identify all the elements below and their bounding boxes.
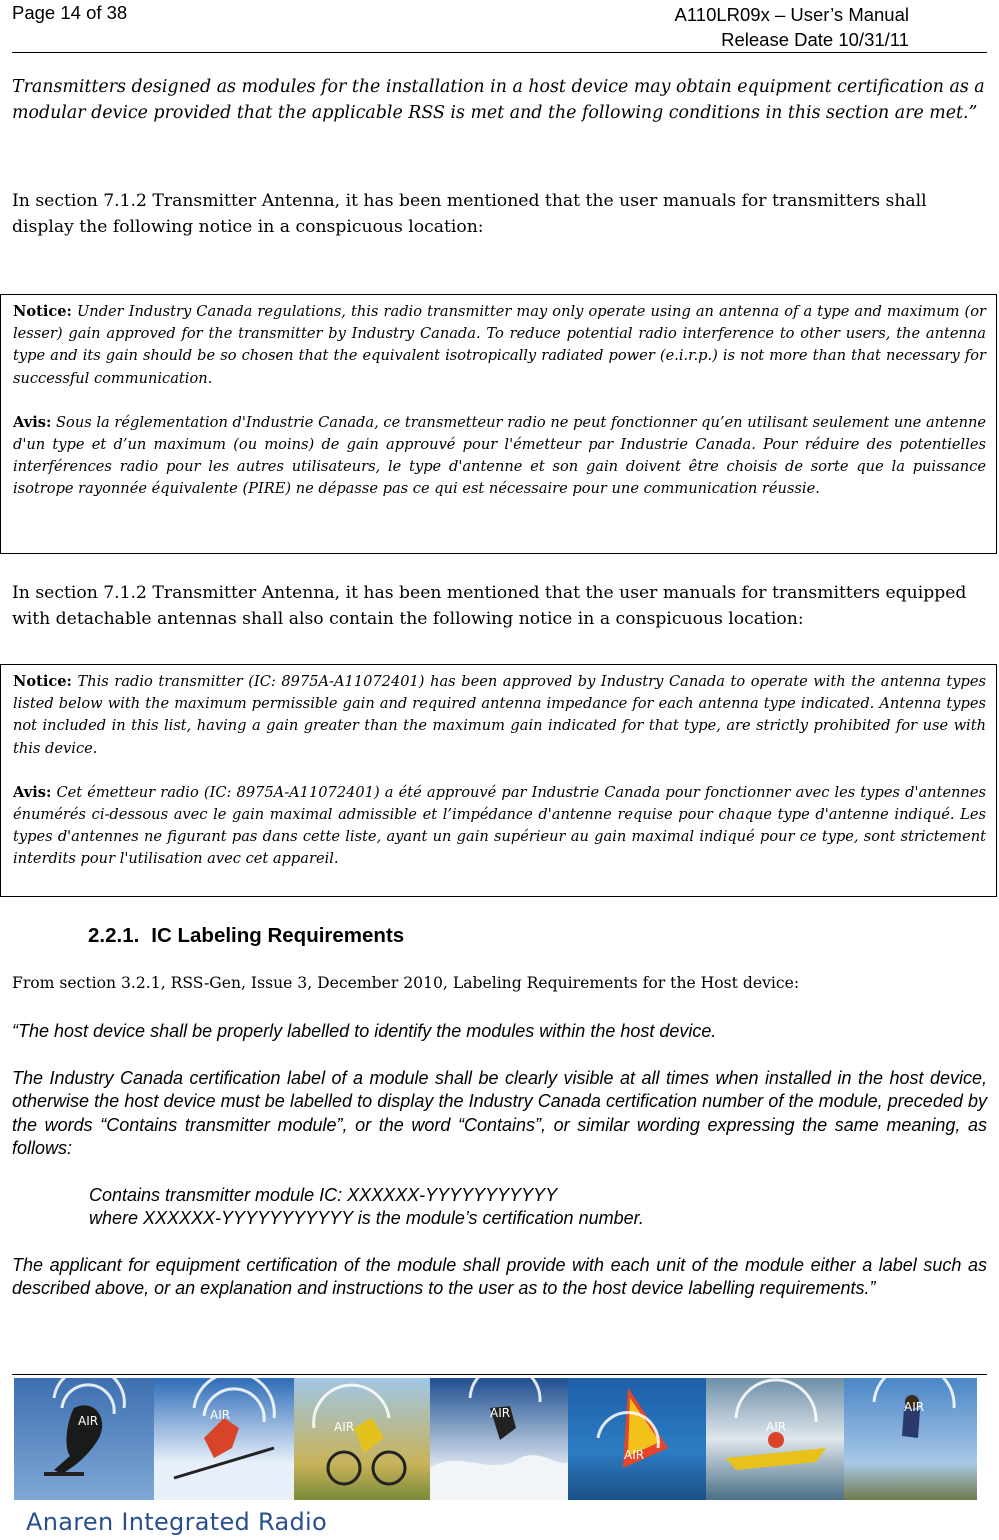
page-number: Page 14 of 38 xyxy=(12,2,128,23)
notice-english xyxy=(13,301,986,390)
notice-text: Under Industry Canada regulations, this radio transmitter may only operate using an antenna of a type and maximum (or lesser) gain approved for the transmitter by Industry Canada. To reduce potential radio interference to other users, the antenna type and its gain should be so chosen that the equivalent isotropically radiated power (e.i.r.p.) is not more than that necessary for successful communication. xyxy=(13,303,986,387)
banner-photo-skateboarder xyxy=(14,1378,154,1500)
cyclist-icon xyxy=(294,1378,430,1500)
banner-photo-snowboarder xyxy=(430,1378,568,1500)
avis-label: Avis: xyxy=(13,413,52,431)
intro-quote: Transmitters designed as modules for the installation in a host device may obtain equipment certification as a modular device provided that the applicable RSS is met and the following conditions in this section are met.” xyxy=(12,77,985,123)
notice-english xyxy=(13,671,986,760)
paragraph-detachable-antennas: In section 7.1.2 Transmitter Antenna, it has been mentioned that the user manuals for transmitters equipped with detachable antennas shall also contain the following notice in a conspicuous location: xyxy=(12,583,967,629)
release-date: Release Date 10/31/11 xyxy=(721,29,909,50)
quote-label-explanation: where XXXXXX-YYYYYYYYYYY is the module’s certification number. xyxy=(89,1208,644,1228)
notice-label: Notice: xyxy=(13,303,72,320)
section-heading xyxy=(88,924,404,948)
skateboarder-icon xyxy=(14,1378,154,1500)
avis-text: Sous la réglementation d'Industrie Canada, ce transmetteur radio ne peut fonctionner qu’en utilisant seulement une antenne d'un type et d’un maximum (ou moins) de gain approuvé pour l'émetteur par Industrie Canada. Pour réduire des potentielles interférences radio pour les autres utilisateurs, le type d'antenne et son gain doivent être choisis de sorte que la puissance isotrope rayonnée équivalente (PIRE) ne dépasse pas ce qui est nécessaire pour une communication réussie. xyxy=(13,413,987,498)
banner-photo-kayaker xyxy=(706,1378,844,1500)
air-logo: AIR xyxy=(334,1420,355,1434)
banner-photo-skier xyxy=(154,1378,294,1500)
banner-photo-cyclist xyxy=(294,1378,430,1500)
windsurfer-icon xyxy=(568,1378,706,1500)
avis-label: Avis: xyxy=(13,783,52,801)
avis-text: Cet émetteur radio (IC: 8975A-A11072401) a été approuvé par Industrie Canada pour fonctionner avec les types d'antennes énumérés ci-dessous avec le gain maximal admissible et l’impédance d'antenne requise pour chaque type d'antenne indiqué. Les types d'antennes ne figurant pas dans cette liste, ayant un gain supérieur au gain maximal indiqué pour ce type, sont strictement interdits pour l'utilisation avec cet appareil. xyxy=(13,783,987,868)
section-title: IC Labeling Requirements xyxy=(151,924,405,947)
air-logo: AIR xyxy=(624,1448,645,1462)
rss-gen-quote xyxy=(12,1020,987,1301)
paragraph-transmitter-antenna: In section 7.1.2 Transmitter Antenna, it has been mentioned that the user manuals for transmitters shall display the following notice in a conspicuous location: xyxy=(12,191,927,237)
notice-french xyxy=(13,412,986,501)
from-line: From section 3.2.1, RSS-Gen, Issue 3, December 2010, Labeling Requirements for the Host device: xyxy=(12,974,800,992)
skier-icon xyxy=(154,1378,294,1500)
quote-label-example: Contains transmitter module IC: XXXXXX-YYYYYYYYYYY xyxy=(89,1184,558,1205)
quote-paragraph-3: The applicant for equipment certification of the module shall provide with each unit of the module either a label such as described above, or an explanation and instructions to the user as to the host device labelling requirements.” xyxy=(12,1254,987,1298)
air-logo: AIR xyxy=(490,1406,511,1420)
notice-text: This radio transmitter (IC: 8975A-A11072401) has been approved by Industry Canada to operate with the antenna types listed below with the maximum permissible gain and required antenna impedance for each antenna type indicated. Antenna types not included in this list, having a gain greater than the maximum gain indicated for that type, are strictly prohibited for use with this device. xyxy=(13,673,986,757)
notice-box-antenna xyxy=(0,294,997,554)
header-right xyxy=(675,2,909,52)
notice-french xyxy=(13,782,986,871)
footer-rule xyxy=(12,1374,987,1375)
air-logo: AIR xyxy=(766,1420,787,1434)
brand-name: Anaren Integrated Radio xyxy=(26,1508,327,1536)
banner-photo-jumper xyxy=(844,1378,977,1500)
document-title: A110LR09x – User’s Manual xyxy=(674,4,909,25)
quote-paragraph-2: The Industry Canada certification label of a module shall be clearly visible at all times when installed in the host device, otherwise the host device must be labelled to display the Industry Canada certification number of the module, preceded by the words “Contains transmitter module”, or the word “Contains”, or similar wording expressing the same meaning, as follows: xyxy=(12,1067,987,1158)
snowboarder-icon xyxy=(430,1378,568,1500)
jumper-icon xyxy=(844,1378,977,1500)
air-logo: AIR xyxy=(210,1408,231,1422)
air-logo: AIR xyxy=(78,1414,99,1428)
notice-box-detachable xyxy=(0,664,997,897)
notice-label: Notice: xyxy=(13,673,72,690)
air-logo: AIR xyxy=(904,1400,925,1414)
footer-banner xyxy=(14,1378,977,1500)
kayaker-icon xyxy=(706,1378,844,1500)
page-header xyxy=(12,0,987,53)
section-number: 2.2.1. xyxy=(88,924,140,947)
quote-line-1: “The host device shall be properly labelled to identify the modules within the host device. xyxy=(12,1021,717,1041)
banner-photo-windsurfer xyxy=(568,1378,706,1500)
